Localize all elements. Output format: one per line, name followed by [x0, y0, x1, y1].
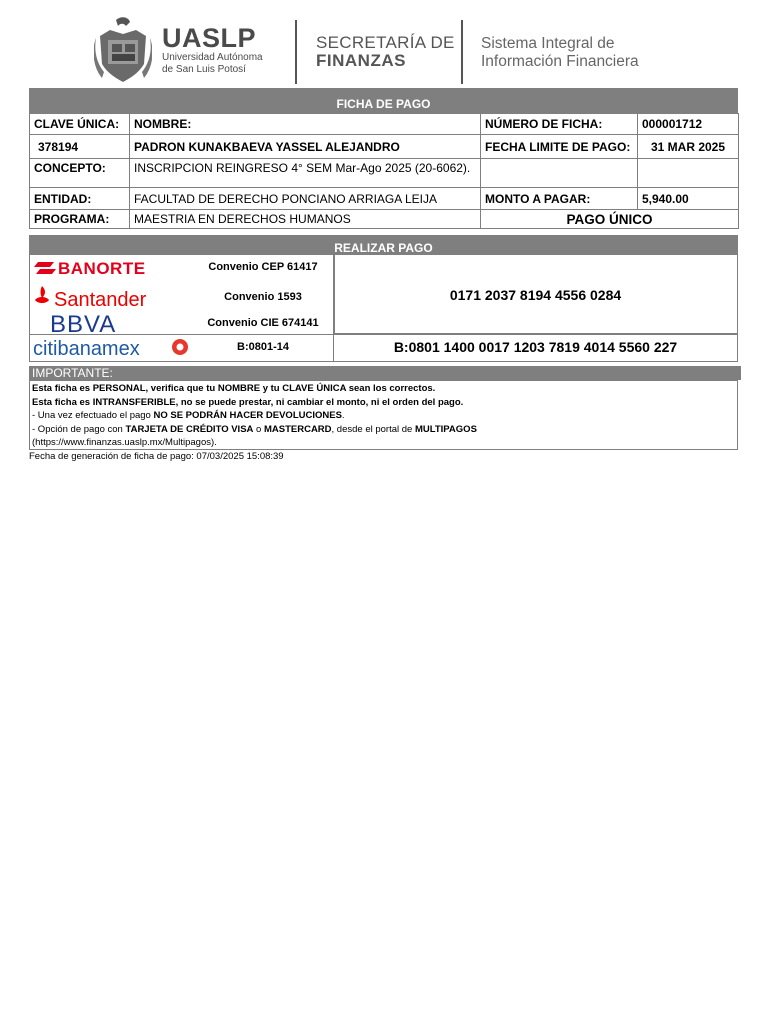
referencia-box — [333, 254, 738, 334]
importante-line-1: Esta ficha es PERSONAL, verifica que tu NOMBRE y tu CLAVE ÚNICA sean los correctos. — [32, 383, 436, 394]
numero-ficha-label: NÚMERO DE FICHA: — [481, 114, 638, 135]
fecha-limite-label: FECHA LIMITE DE PAGO: — [481, 135, 638, 159]
importante-line-2: Esta ficha es INTRANSFERIBLE, no se puede prestar, ni cambiar el monto, ni el orden del pago. — [32, 396, 464, 408]
entidad-value: FACULTAD DE DERECHO PONCIANO ARRIAGA LEIJA — [130, 188, 481, 210]
pago-title-bar — [29, 235, 738, 254]
header-divider — [295, 20, 297, 84]
banamex-ref-value: B:0801 1400 0017 1203 7819 4014 5560 227 — [393, 339, 678, 355]
importante-title: IMPORTANTE: — [32, 366, 113, 380]
importante-line-3-a: - Una vez efectuado el pago — [32, 410, 154, 421]
pago-title: REALIZAR PAGO — [334, 241, 433, 255]
secretaria-label — [316, 34, 455, 70]
secretaria-line-2: FINANZAS — [316, 51, 406, 70]
entidad-label: ENTIDAD: — [30, 188, 130, 210]
brand-title: UASLP — [162, 23, 257, 53]
pago-tipo: PAGO ÚNICO — [481, 210, 739, 229]
importante-line-4-c: o — [253, 423, 264, 435]
ficha-title: FICHA DE PAGO — [336, 97, 431, 111]
uaslp-crest-logo — [94, 16, 152, 84]
citibanamex-logo — [32, 334, 192, 360]
programa-label: PROGRAMA: — [30, 210, 130, 229]
santander-convenio: Convenio 1593 — [224, 291, 302, 303]
empty-cell — [481, 159, 638, 188]
multipagos-link[interactable]: (https://www.finanzas.uaslp.mx/Multipagos). — [32, 437, 217, 448]
importante-line-4-f: MULTIPAGOS — [414, 423, 477, 435]
ficha-title-bar — [29, 88, 738, 113]
brand — [162, 24, 263, 76]
pago-area — [29, 254, 738, 362]
fecha-generacion: Fecha de generación de ficha de pago: 07/03/2025 15:08:39 — [29, 451, 284, 462]
importante-box — [29, 380, 738, 450]
importante-line-3-b: NO SE PODRÁN HACER DEVOLUCIONES — [153, 410, 342, 421]
concepto-label: CONCEPTO: — [30, 159, 130, 188]
sistema-line-2: Información Financiera — [481, 53, 639, 70]
importante-line-4 — [32, 423, 735, 437]
nombre-label: NOMBRE: — [130, 114, 481, 135]
importante-line-4-d: MASTERCARD — [263, 423, 332, 435]
programa-value: MAESTRIA EN DERECHOS HUMANOS — [130, 210, 481, 229]
referencia-value: 0171 2037 8194 4556 0284 — [449, 287, 622, 303]
banorte-convenio: Convenio CEP 61417 — [208, 261, 318, 273]
numero-ficha-value: 000001712 — [638, 114, 739, 135]
bank-row-bbva — [29, 310, 333, 336]
clave-value: 378194 — [30, 135, 130, 159]
bbva-logo-text: BBVA — [50, 311, 117, 336]
brand-subtitle-2: de San Luis Potosí — [162, 64, 246, 75]
bank-row-banorte — [29, 254, 333, 280]
banamex-ref-box — [333, 334, 738, 362]
banorte-logo — [32, 254, 192, 280]
bank-row-citibanamex — [29, 334, 333, 360]
sistema-line-1: Sistema Integral de — [481, 35, 615, 52]
santander-logo — [32, 284, 192, 310]
monto-value: 5,940.00 — [638, 188, 739, 210]
ficha-table — [29, 113, 739, 229]
importante-line-4-b: TARJETA DE CRÉDITO VISA — [125, 423, 254, 435]
bank-row-santander — [29, 284, 333, 310]
bbva-convenio: Convenio CIE 674141 — [207, 317, 319, 329]
banorte-logo-text: BANORTE — [58, 259, 146, 278]
secretaria-line-1: SECRETARÍA DE — [316, 33, 455, 52]
concepto-value: INSCRIPCION REINGRESO 4° SEM Mar-Ago 2025 (20-6062). — [130, 159, 481, 188]
importante-bar — [29, 366, 741, 380]
citibanamex-logo-text: citibanamex — [33, 338, 140, 360]
header-divider — [461, 20, 463, 84]
brand-subtitle-1: Universidad Autónoma — [162, 52, 263, 63]
clave-label: CLAVE ÚNICA: — [30, 114, 130, 135]
importante-line-3-c: . — [341, 410, 345, 421]
monto-label: MONTO A PAGAR: — [481, 188, 638, 210]
importante-line-4-e: , desde el portal de — [331, 423, 415, 435]
empty-cell — [638, 159, 739, 188]
sistema-label — [481, 35, 639, 71]
nombre-value: PADRON KUNAKBAEVA YASSEL ALEJANDRO — [130, 135, 481, 159]
importante-line-4-a: - Opción de pago con — [32, 423, 126, 435]
fecha-limite-value: 31 MAR 2025 — [638, 135, 739, 159]
citibanamex-convenio: B:0801-14 — [237, 341, 289, 353]
importante-line-3 — [32, 409, 735, 423]
santander-logo-text: Santander — [54, 289, 147, 310]
header — [90, 14, 646, 86]
bbva-logo — [32, 310, 192, 336]
